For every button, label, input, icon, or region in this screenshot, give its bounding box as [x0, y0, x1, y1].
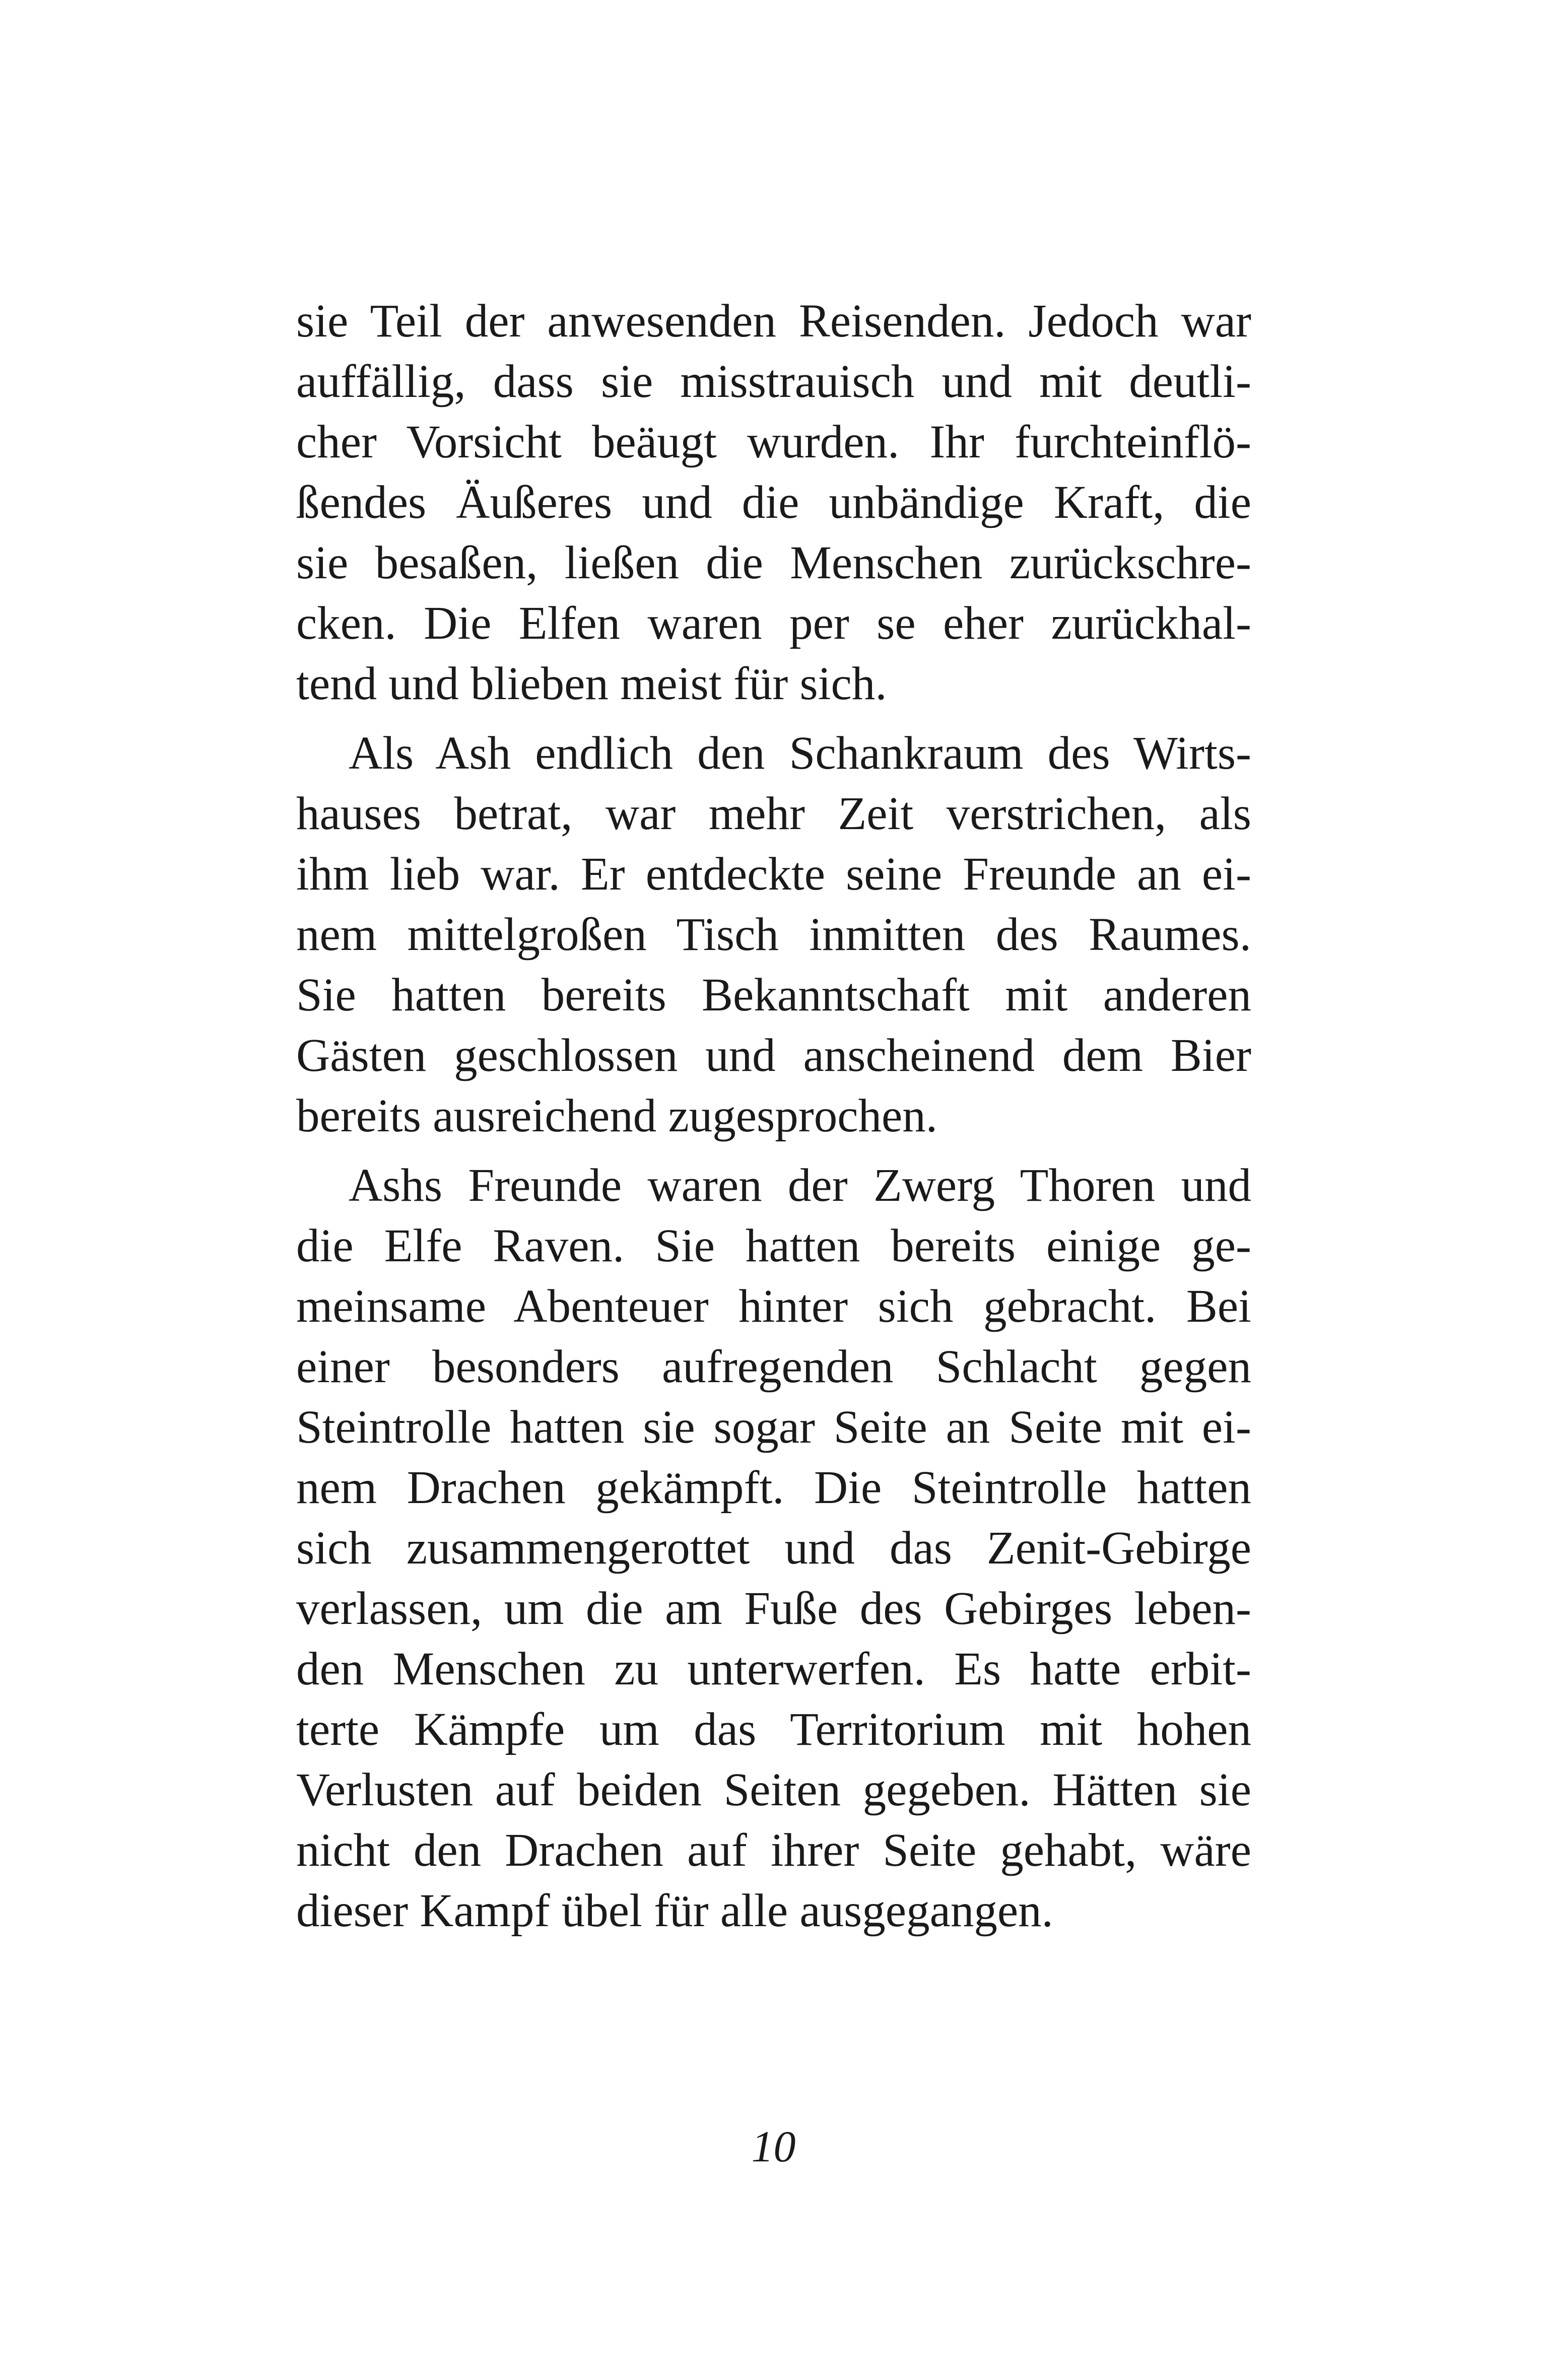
page-number: 10	[751, 2123, 796, 2171]
text-line: Ashs Freunde waren der Zwerg Thoren und	[349, 1160, 1251, 1211]
paragraph-2	[296, 723, 1251, 1146]
text-line: nicht den Drachen auf ihrer Seite gehabt, wäre	[296, 1824, 1251, 1876]
text-line: Sie hatten bereits Bekanntschaft mit anderen	[296, 969, 1251, 1021]
paragraph-1	[296, 291, 1251, 714]
paragraph-3	[296, 1155, 1251, 1941]
text-line: einer besonders aufregenden Schlacht gegen	[296, 1341, 1251, 1393]
text-line: sie Teil der anwesenden Reisenden. Jedoch war	[296, 295, 1251, 347]
text-line: cken. Die Elfen waren per se eher zurückhal-	[296, 597, 1251, 649]
text-line: den Menschen zu unterwerfen. Es hatte erbit-	[296, 1643, 1251, 1695]
text-line: tend und blieben meist für sich.	[296, 658, 887, 710]
text-line: verlassen, um die am Fuße des Gebirges leben-	[296, 1583, 1251, 1635]
text-line: nem Drachen gekämpft. Die Steintrolle hatten	[296, 1462, 1251, 1514]
text-line: cher Vorsicht beäugt wurden. Ihr furchteinflö-	[296, 416, 1251, 468]
text-line: auffällig, dass sie misstrauisch und mit deutli-	[296, 356, 1251, 407]
text-line: nem mittelgroßen Tisch inmitten des Raumes.	[296, 909, 1251, 961]
body-text	[296, 291, 1251, 1941]
text-line: die Elfe Raven. Sie hatten bereits einige ge-	[296, 1220, 1251, 1272]
text-line: bereits ausreichend zugesprochen.	[296, 1090, 938, 1142]
text-line: Steintrolle hatten sie sogar Seite an Seite mit ei-	[296, 1401, 1251, 1453]
text-line: Gästen geschlossen und anscheinend dem Bier	[296, 1030, 1251, 1081]
text-line: dieser Kampf übel für alle ausgegangen.	[296, 1885, 1053, 1937]
text-line: Verlusten auf beiden Seiten gegeben. Hätten sie	[296, 1764, 1251, 1816]
text-line: sich zusammengerottet und das Zenit-Gebirge	[296, 1522, 1251, 1574]
text-line: meinsame Abenteuer hinter sich gebracht. Bei	[296, 1280, 1251, 1332]
text-line: ßendes Äußeres und die unbändige Kraft, die	[296, 477, 1251, 528]
text-line: ihm lieb war. Er entdeckte seine Freunde an ei-	[296, 848, 1251, 900]
text-line: terte Kämpfe um das Territorium mit hohen	[296, 1704, 1251, 1755]
text-line: Als Ash endlich den Schankraum des Wirts-	[349, 727, 1251, 779]
text-line: sie besaßen, ließen die Menschen zurückschre-	[296, 537, 1251, 589]
text-line: hauses betrat, war mehr Zeit verstrichen, als	[296, 788, 1251, 840]
